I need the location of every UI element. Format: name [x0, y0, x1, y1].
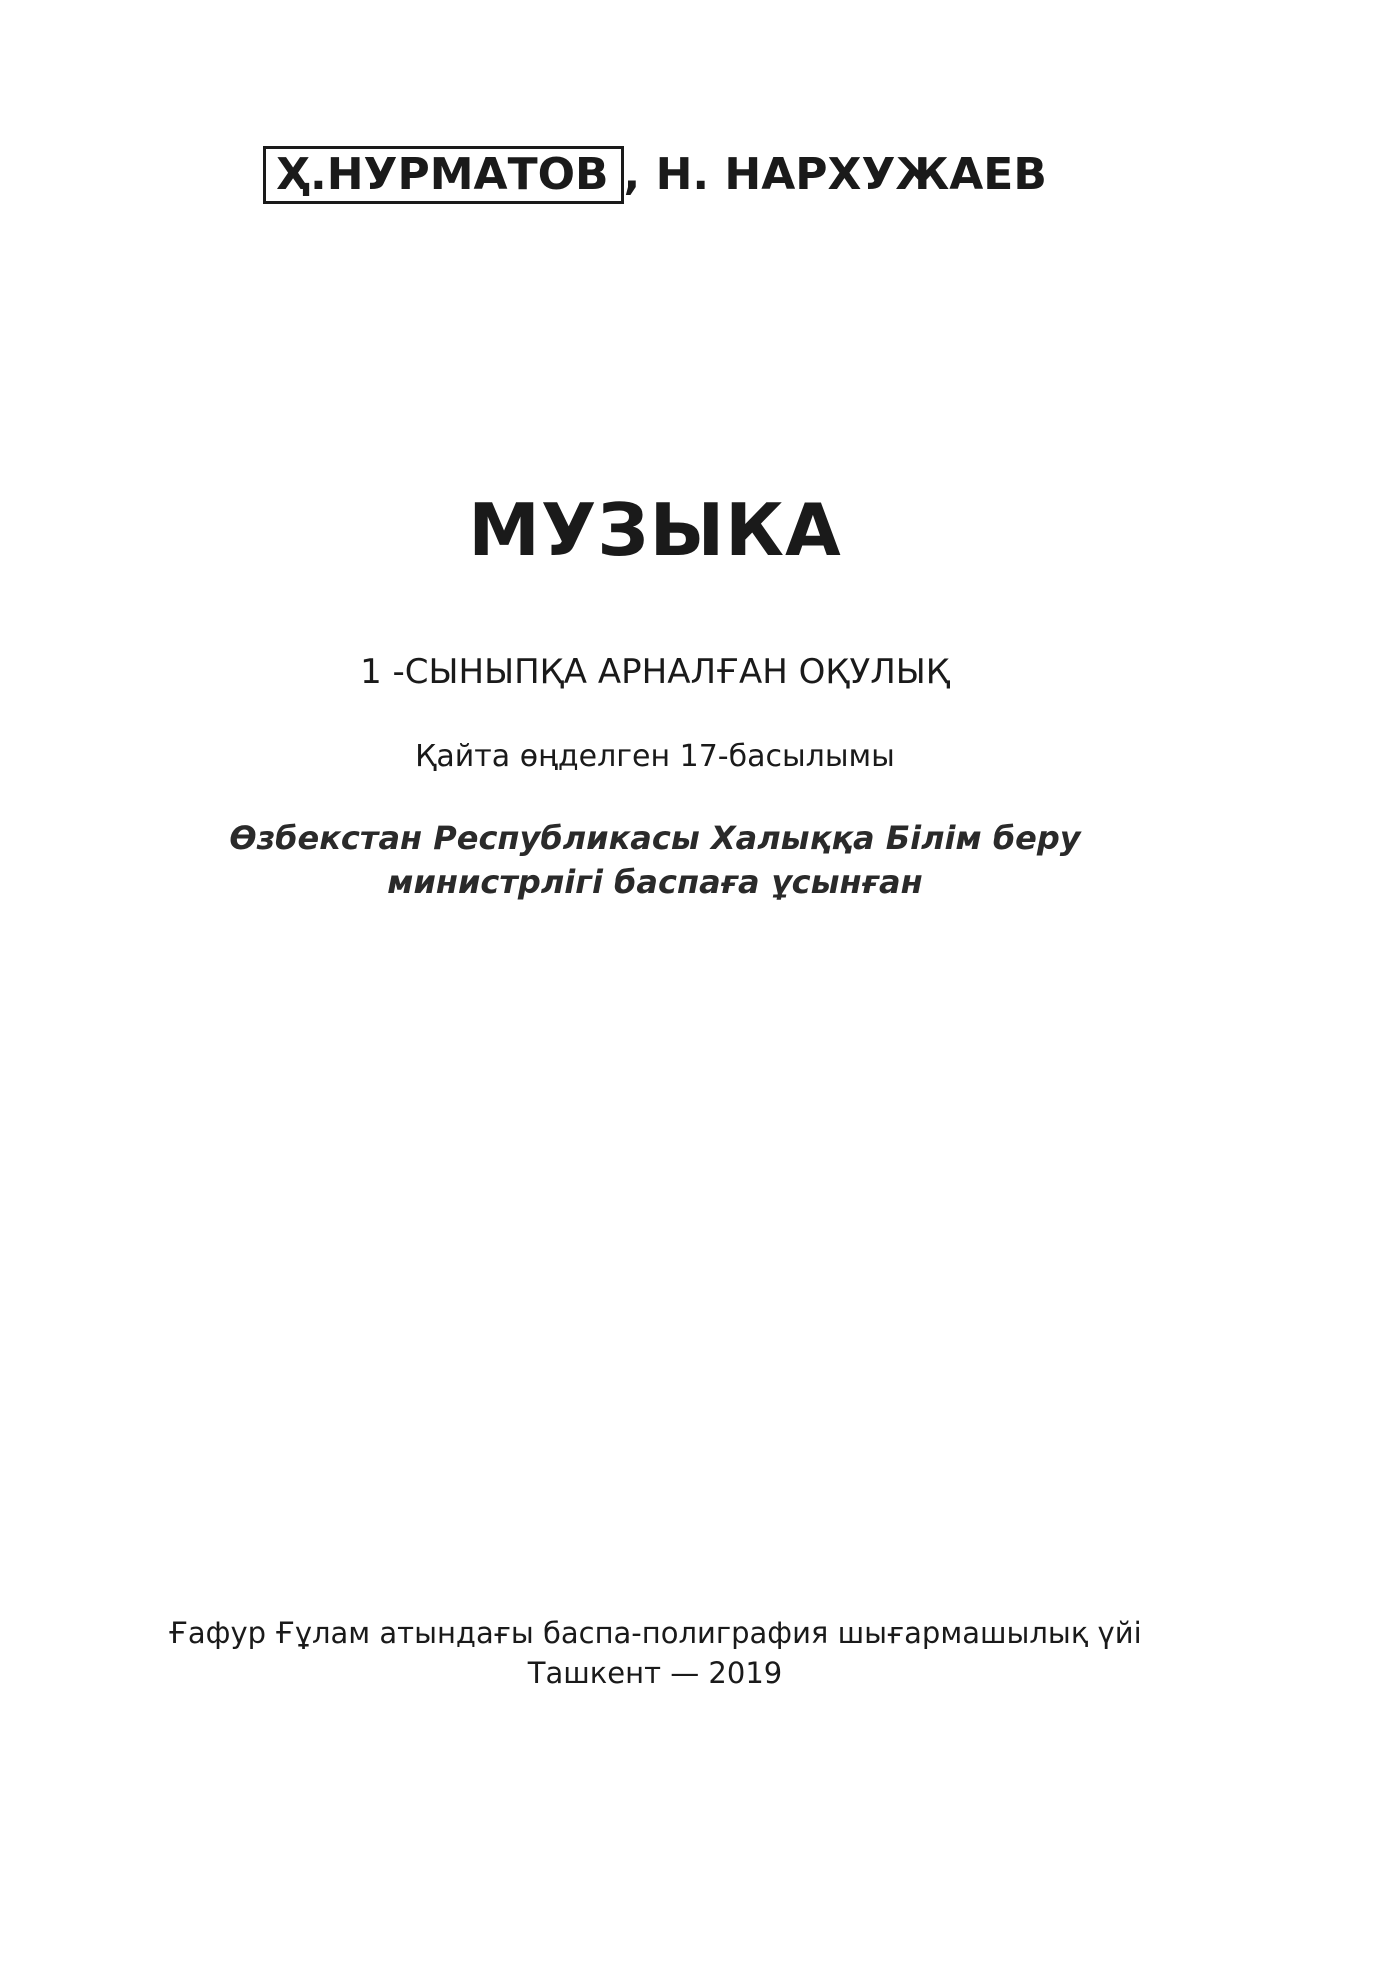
publisher-city-year: Ташкент — 2019 — [527, 1656, 783, 1690]
second-author: , Н. НАРХУЖАЕВ — [623, 149, 1047, 200]
book-title: МУЗЫКА — [468, 488, 842, 572]
approval-note — [0, 816, 1310, 904]
publisher-name: Ғафур Ғұлам атындағы баспа-полиграфия шығармашылық үйі — [168, 1616, 1142, 1650]
approval-line-2: министрлігі баспаға ұсынған — [387, 863, 923, 901]
edition-note: Қайта өңделген 17-басылымы — [415, 739, 895, 774]
first-author: Ҳ.НУРМАТОВ — [263, 146, 623, 204]
publisher-block — [0, 1613, 1310, 1693]
book-subtitle: 1 -СЫНЫПҚА АРНАЛҒАН ОҚУЛЫҚ — [360, 652, 950, 692]
approval-line-1: Өзбекстан Республикасы Халыққа Білім беру — [229, 819, 1081, 857]
authors-line — [0, 146, 1310, 204]
